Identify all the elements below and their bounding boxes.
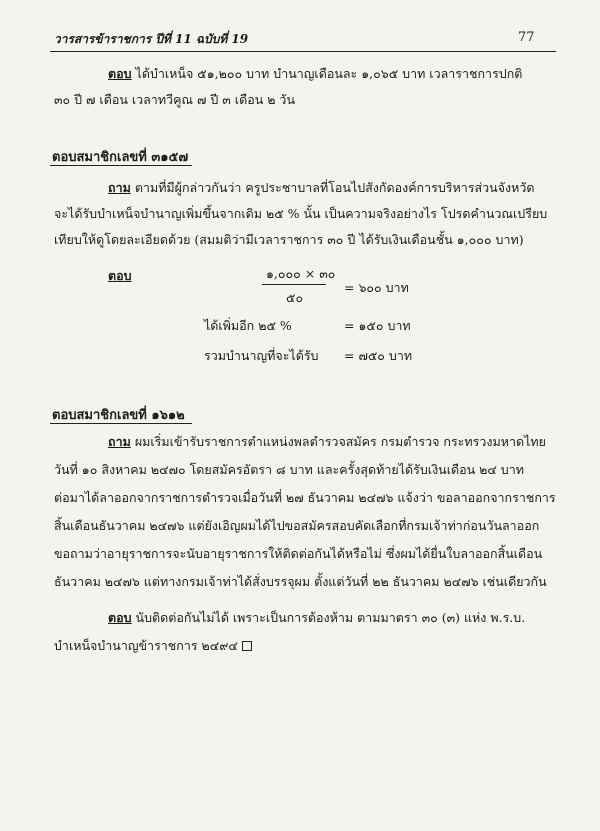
question-paragraph <box>108 434 546 450</box>
page-number: 77 <box>518 30 535 45</box>
answer-text: บำเหน็จบำนาญข้าราชการ ๒๔๙๔ <box>54 638 238 653</box>
question-line: ธันวาคม ๒๔๗๖ แต่ทางกรมเจ้าท่าได้สั่งบรรจุผม ตั้งแต่วันที่ ๒๒ ธันวาคม ๒๔๗๖ เช่นเดียวกัน <box>54 574 547 589</box>
calc-result-total: = ๗๕๐ บาท <box>344 348 413 363</box>
answer-label: ตอบ <box>108 268 132 283</box>
section-underline <box>50 423 192 424</box>
calc-numerator: ๑,๐๐๐ × ๓๐ <box>266 266 336 281</box>
calc-extra-label: ได้เพิ่มอีก ๒๕ % <box>204 318 292 333</box>
section-underline <box>50 165 192 166</box>
question-line: จะได้รับบำเหน็จบำนาญเพิ่มขึ้นจากเดิม ๒๕ % นั้น เป็นความจริงอย่างไร โปรดคำนวณเปรียบ <box>54 206 548 221</box>
answer-label: ตอบ <box>108 66 132 81</box>
calc-result-extra: = ๑๕๐ บาท <box>344 318 411 333</box>
question-text: ผมเริ่มเข้ารับราชการตำแหน่งพลตำรวจสมัคร กรมตำรวจ กระทรวงมหาดไทย <box>134 434 546 449</box>
question-line: เทียบให้ดูโดยละเอียดด้วย (สมมติว่ามีเวลาราชการ ๓๐ ปี ได้รับเงินเดือนชั้น ๑,๐๐๐ บาท) <box>54 232 524 247</box>
question-label: ถาม <box>108 434 131 449</box>
question-line: ต่อมาได้ลาออกจากราชการตำรวจเมื่อวันที่ ๒๗ ธันวาคม ๒๔๗๖ แจ้งว่า ขอลาออกจากราชการ <box>54 490 556 505</box>
answer-label: ตอบ <box>108 610 132 625</box>
calc-result-base: = ๖๐๐ บาท <box>344 280 409 295</box>
question-label: ถาม <box>108 180 131 195</box>
question-line: วันที่ ๑๐ สิงหาคม ๒๔๗๐ โดยสมัครอัตรา ๘ บาท และครั้งสุดท้ายได้รับเงินเดือน ๒๔ บาท <box>54 462 524 477</box>
section-heading-1612: ตอบสมาชิกเลขที่ ๑๖๑๒ <box>52 408 185 423</box>
question-text: ตามที่มีผู้กล่าวกันว่า ครูประชาบาลที่โอนไปสังกัดองค์การบริหารส่วนจังหวัด <box>134 180 535 195</box>
answer-line <box>54 638 252 654</box>
question-line: ขอถามว่าอายุราชการจะนับอายุราชการให้ติดต่อกันได้หรือไม่ ซึ่งผมได้ยื่นใบลาออกสิ้นเดือน <box>54 546 543 561</box>
fraction-bar <box>262 284 326 285</box>
answer-text: นับติดต่อกันไม่ได้ เพราะเป็นการต้องห้าม ตามมาตรา ๓๐ (๓) แห่ง พ.ร.บ. <box>135 610 526 625</box>
calc-total-label: รวมบำนาญที่จะได้รับ <box>204 348 319 363</box>
calc-denominator: ๕๐ <box>286 290 304 305</box>
answer-paragraph <box>108 610 525 626</box>
answer-line: ๓๐ ปี ๗ เดือน เวลาทวีคูณ ๗ ปี ๓ เดือน ๒ วัน <box>54 92 295 107</box>
end-mark-icon <box>242 641 252 651</box>
answer-text: ได้บำเหน็จ ๕๑,๒๐๐ บาท บำนาญเดือนละ ๑,๐๖๕ บาท เวลาราชการปกติ <box>135 66 523 81</box>
answer-paragraph-1 <box>108 66 522 82</box>
journal-header: วารสารข้าราชการ ปีที่ 11 ฉบับที่ 19 <box>54 32 249 46</box>
section-heading-3157: ตอบสมาชิกเลขที่ ๓๑๕๗ <box>52 150 189 165</box>
question-line: สิ้นเดือนธันวาคม ๒๔๗๖ แต่ยังเอิญผมได้ไปขอสมัครสอบคัดเลือกที่กรมเจ้าท่าก่อนวันลาออก <box>54 518 540 533</box>
header-rule <box>50 51 556 52</box>
question-paragraph <box>108 180 534 196</box>
